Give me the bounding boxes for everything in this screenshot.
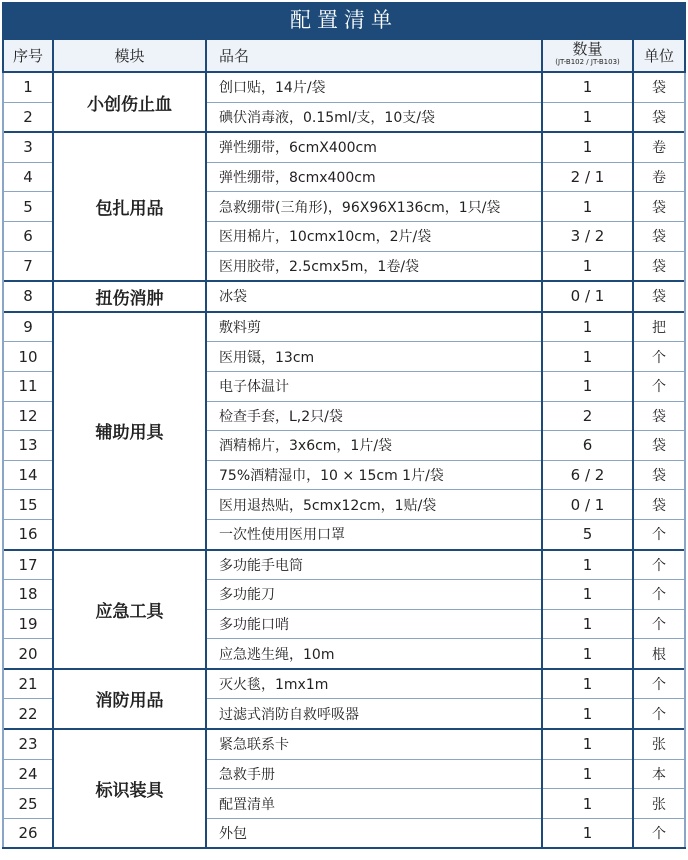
item-name: 创口贴，14片/袋 — [206, 72, 542, 102]
table-row — [3, 132, 685, 162]
item-qty: 0 / 1 — [542, 490, 633, 520]
item-qty: 1 — [542, 609, 633, 639]
row-seq: 18 — [3, 580, 53, 610]
row-seq: 2 — [3, 102, 53, 132]
item-name: 配置清单 — [206, 789, 542, 819]
header-qty-models: (JT-B102 / JT-B103) — [555, 57, 620, 66]
item-unit: 袋 — [633, 460, 685, 490]
item-unit: 袋 — [633, 102, 685, 132]
item-qty: 1 — [542, 818, 633, 848]
item-unit: 卷 — [633, 162, 685, 192]
item-name: 敷料剪 — [206, 312, 542, 342]
table-row — [3, 669, 685, 699]
item-unit: 袋 — [633, 221, 685, 251]
item-qty: 1 — [542, 251, 633, 281]
item-unit: 根 — [633, 639, 685, 669]
item-qty: 1 — [542, 639, 633, 669]
row-seq: 1 — [3, 72, 53, 102]
item-qty: 1 — [542, 789, 633, 819]
item-name: 检查手套，L,2只/袋 — [206, 401, 542, 431]
header-qty-label: 数量 — [572, 39, 603, 58]
item-qty: 5 — [542, 519, 633, 549]
row-seq: 11 — [3, 371, 53, 401]
row-seq: 15 — [3, 490, 53, 520]
row-seq: 13 — [3, 431, 53, 461]
item-unit: 个 — [633, 580, 685, 610]
item-name: 多功能刀 — [206, 580, 542, 610]
item-name: 多功能手电筒 — [206, 550, 542, 580]
row-seq: 6 — [3, 221, 53, 251]
table-header-row — [3, 39, 685, 72]
module-name: 包扎用品 — [53, 132, 206, 281]
item-qty: 1 — [542, 102, 633, 132]
item-unit: 个 — [633, 609, 685, 639]
row-seq: 14 — [3, 460, 53, 490]
row-seq: 10 — [3, 342, 53, 372]
module-name: 标识装具 — [53, 729, 206, 848]
row-seq: 5 — [3, 192, 53, 222]
item-name: 医用镊，13cm — [206, 342, 542, 372]
item-qty: 1 — [542, 729, 633, 759]
item-name: 弹性绷带，6cmX400cm — [206, 132, 542, 162]
row-seq: 3 — [3, 132, 53, 162]
table-row — [3, 281, 685, 312]
item-qty: 6 — [542, 431, 633, 461]
row-seq: 16 — [3, 519, 53, 549]
item-name: 一次性使用医用口罩 — [206, 519, 542, 549]
item-unit: 把 — [633, 312, 685, 342]
item-name: 医用棉片，10cmx10cm，2片/袋 — [206, 221, 542, 251]
item-name: 碘伏消毒液，0.15ml/支，10支/袋 — [206, 102, 542, 132]
item-name: 75%酒精湿巾，10 × 15cm 1片/袋 — [206, 460, 542, 490]
item-unit: 个 — [633, 818, 685, 848]
item-unit: 袋 — [633, 431, 685, 461]
item-qty: 1 — [542, 72, 633, 102]
item-qty: 1 — [542, 699, 633, 729]
table-row — [3, 312, 685, 342]
item-unit: 卷 — [633, 132, 685, 162]
table-row — [3, 550, 685, 580]
item-name: 医用胶带，2.5cmx5m，1卷/袋 — [206, 251, 542, 281]
item-name: 电子体温计 — [206, 371, 542, 401]
item-qty: 1 — [542, 371, 633, 401]
row-seq: 19 — [3, 609, 53, 639]
item-unit: 袋 — [633, 401, 685, 431]
row-seq: 22 — [3, 699, 53, 729]
page-title: 配置清单 — [2, 2, 686, 38]
item-qty: 6 / 2 — [542, 460, 633, 490]
item-unit: 张 — [633, 789, 685, 819]
item-qty: 1 — [542, 580, 633, 610]
item-name: 外包 — [206, 818, 542, 848]
module-name: 小创伤止血 — [53, 72, 206, 132]
item-unit: 袋 — [633, 251, 685, 281]
item-name: 紧急联系卡 — [206, 729, 542, 759]
item-unit: 袋 — [633, 281, 685, 312]
item-unit: 本 — [633, 759, 685, 789]
row-seq: 7 — [3, 251, 53, 281]
item-name: 冰袋 — [206, 281, 542, 312]
item-qty: 1 — [542, 669, 633, 699]
item-name: 急救绷带(三角形)，96X96X136cm，1只/袋 — [206, 192, 542, 222]
item-name: 多功能口哨 — [206, 609, 542, 639]
row-seq: 21 — [3, 669, 53, 699]
item-qty: 1 — [542, 342, 633, 372]
header-name: 品名 — [206, 39, 542, 72]
item-unit: 个 — [633, 669, 685, 699]
item-name: 过滤式消防自救呼吸器 — [206, 699, 542, 729]
table-row — [3, 729, 685, 759]
item-qty: 1 — [542, 132, 633, 162]
item-unit: 袋 — [633, 192, 685, 222]
item-unit: 袋 — [633, 490, 685, 520]
config-list-table — [2, 38, 686, 849]
row-seq: 25 — [3, 789, 53, 819]
module-name: 消防用品 — [53, 669, 206, 729]
item-name: 应急逃生绳，10m — [206, 639, 542, 669]
item-qty: 2 / 1 — [542, 162, 633, 192]
item-name: 弹性绷带，8cmx400cm — [206, 162, 542, 192]
header-unit: 单位 — [633, 39, 685, 72]
row-seq: 8 — [3, 281, 53, 312]
item-qty: 1 — [542, 192, 633, 222]
item-name: 医用退热贴，5cmx12cm，1贴/袋 — [206, 490, 542, 520]
item-unit: 个 — [633, 342, 685, 372]
module-name: 扭伤消肿 — [53, 281, 206, 312]
item-unit: 个 — [633, 519, 685, 549]
table-row — [3, 72, 685, 102]
item-name: 酒精棉片，3x6cm，1片/袋 — [206, 431, 542, 461]
header-qty — [542, 39, 633, 72]
row-seq: 4 — [3, 162, 53, 192]
item-unit: 个 — [633, 550, 685, 580]
row-seq: 24 — [3, 759, 53, 789]
item-qty: 1 — [542, 759, 633, 789]
row-seq: 20 — [3, 639, 53, 669]
module-name: 辅助用具 — [53, 312, 206, 550]
item-qty: 1 — [542, 550, 633, 580]
module-name: 应急工具 — [53, 550, 206, 669]
item-qty: 1 — [542, 312, 633, 342]
header-seq: 序号 — [3, 39, 53, 72]
item-unit: 个 — [633, 699, 685, 729]
item-qty: 3 / 2 — [542, 221, 633, 251]
row-seq: 26 — [3, 818, 53, 848]
item-unit: 袋 — [633, 72, 685, 102]
item-qty: 2 — [542, 401, 633, 431]
item-name: 急救手册 — [206, 759, 542, 789]
row-seq: 23 — [3, 729, 53, 759]
item-qty: 0 / 1 — [542, 281, 633, 312]
item-name: 灭火毯，1mx1m — [206, 669, 542, 699]
row-seq: 9 — [3, 312, 53, 342]
header-module: 模块 — [53, 39, 206, 72]
item-unit: 张 — [633, 729, 685, 759]
row-seq: 12 — [3, 401, 53, 431]
row-seq: 17 — [3, 550, 53, 580]
item-unit: 个 — [633, 371, 685, 401]
